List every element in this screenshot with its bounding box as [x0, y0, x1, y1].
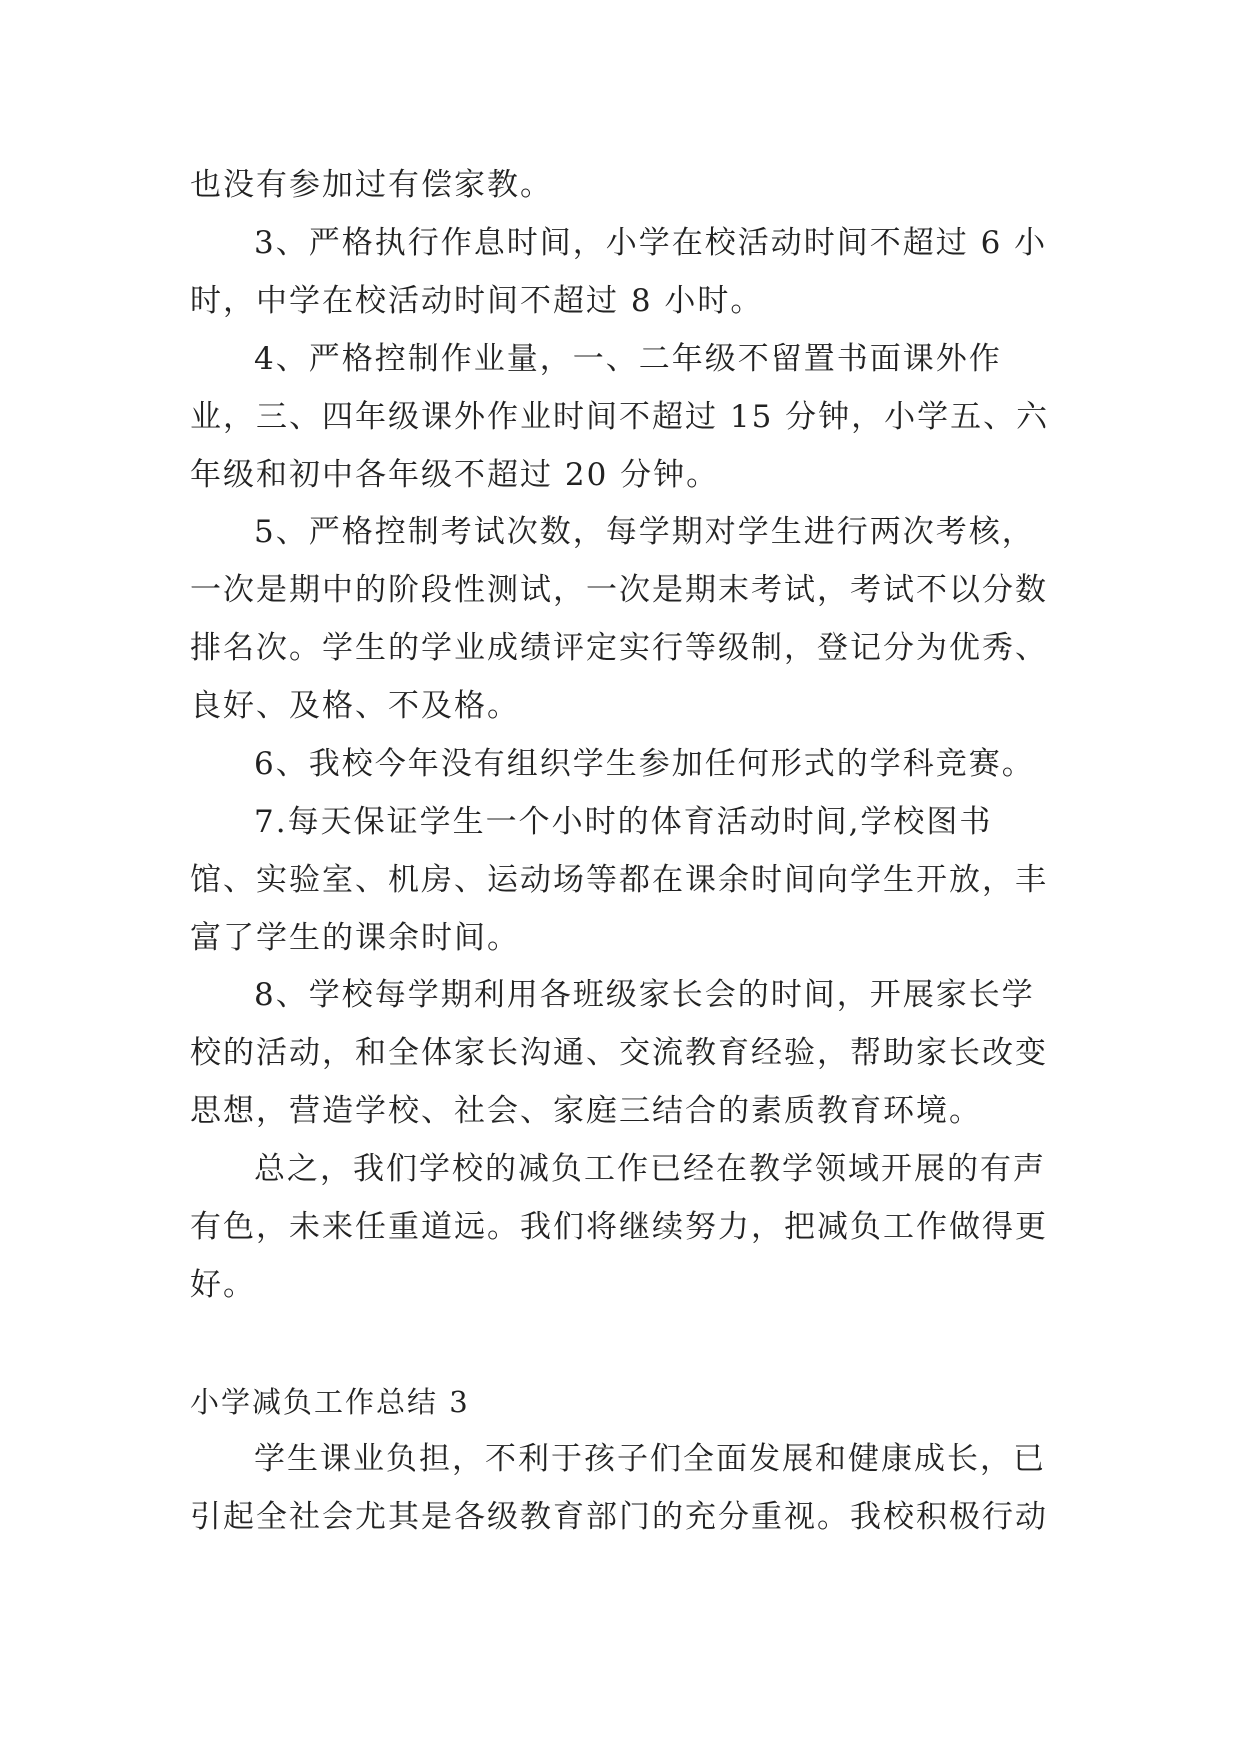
section-title: 小学减负工作总结 3: [190, 1385, 470, 1419]
paragraph-item-6: 6、我校今年没有组织学生参加任何形式的学科竞赛。: [254, 746, 1035, 782]
paragraph-item-7: 7.每天保证学生一个小时的体育活动时间,学校图书馆、实验室、机房、运动场等都在课余时间向学生开放，丰富了学生的课余时间。: [190, 804, 1048, 956]
paragraph-item-8: 8、学校每学期利用各班级家长会的时间，开展家长学校的活动，和全体家长沟通、交流教育经验，帮助家长改变思想，营造学校、社会、家庭三结合的素质教育环境。: [190, 977, 1048, 1129]
paragraph-continuation: 也没有参加过有偿家教。: [190, 167, 553, 203]
paragraph-item-3: 3、严格执行作息时间，小学在校活动时间不超过 6 小时，中学在校活动时间不超过 8 小时。: [190, 225, 1048, 319]
paragraph-item-4: 4、严格控制作业量，一、二年级不留置书面课外作业，三、四年级课外作业时间不超过 15 分钟，小学五、六年级和初中各年级不超过 20 分钟。: [190, 341, 1050, 493]
section-paragraph-1: 学生课业负担，不利于孩子们全面发展和健康成长，已引起全社会尤其是各级教育部门的充分重视。我校积极行动: [190, 1441, 1048, 1535]
paragraph-conclusion: 总之，我们学校的减负工作已经在教学领域开展的有声有色，未来任重道远。我们将继续努力，把减负工作做得更好。: [190, 1151, 1048, 1303]
paragraph-item-5: 5、严格控制考试次数，每学期对学生进行两次考核，一次是期中的阶段性测试，一次是期末考试，考试不以分数排名次。学生的学业成绩评定实行等级制，登记分为优秀、良好、及格、不及格。: [190, 514, 1048, 724]
